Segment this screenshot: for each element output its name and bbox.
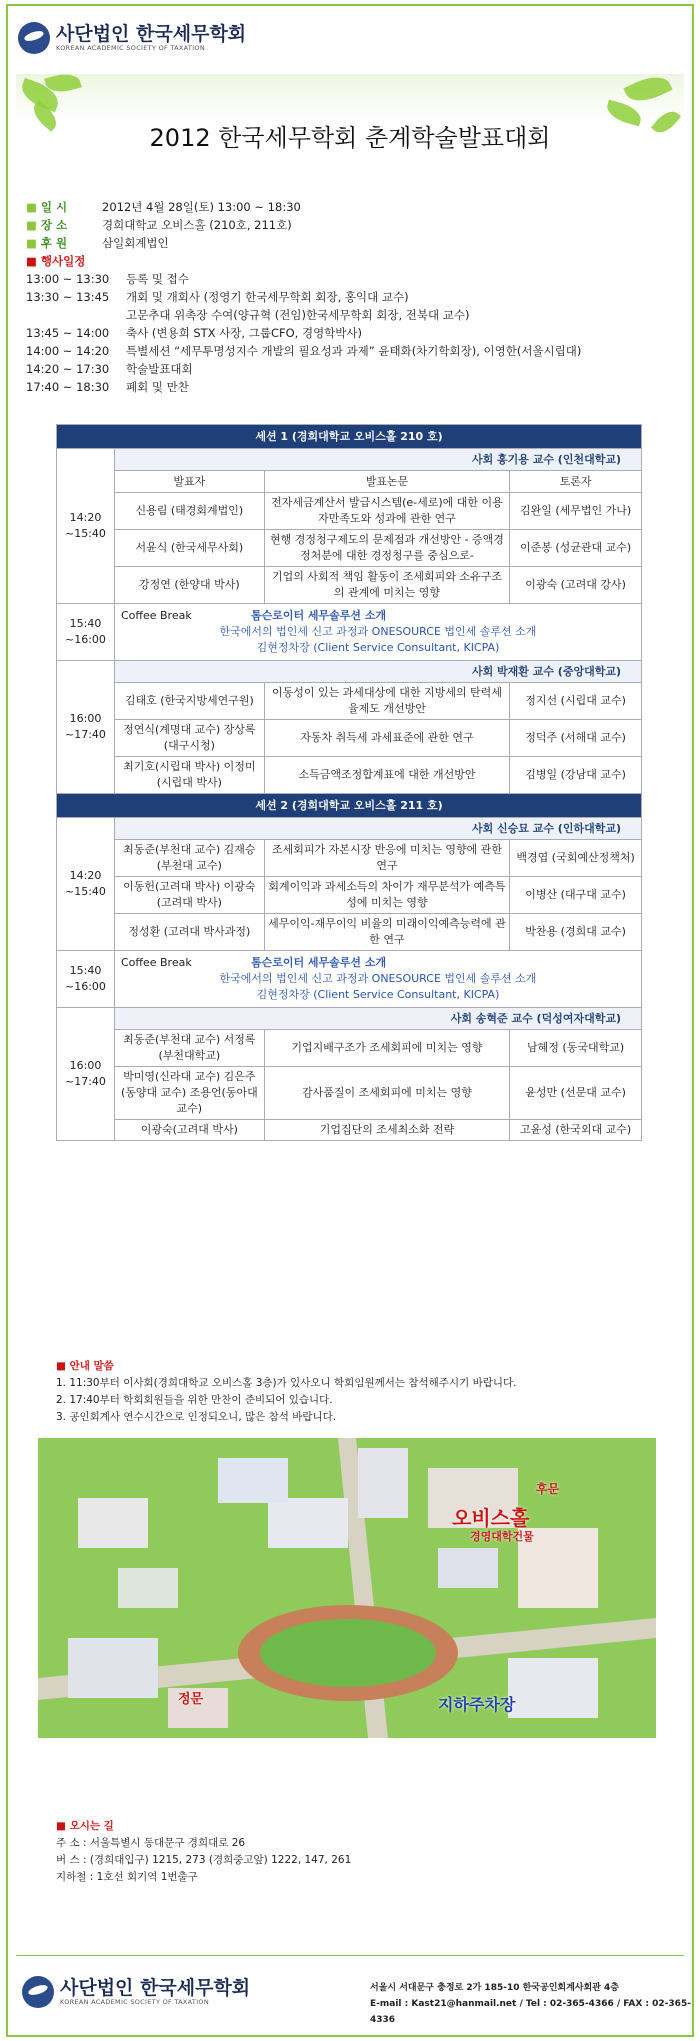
directions-line: 주 소 : 서울특별시 동대문구 경희대로 26 — [56, 1837, 246, 1849]
table-row: 최기호(시립대 박사) 이정미(시립대 박사) 소득금액조정합계표에 대한 개선방안 김병일 (강남대 교수) — [57, 757, 642, 794]
notice-section — [56, 1358, 516, 1426]
footer-address: 서울시 서대문구 충정로 2가 185-10 한국공인회계사회관 4층 — [370, 1983, 619, 1993]
schedule-heading: ■ 행사일정 — [26, 254, 86, 268]
map-label-hall-sub: 경영대학건물 — [470, 1530, 534, 1543]
event-info — [26, 198, 581, 396]
chair-row: 사회 신승묘 교수 (인하대학교) — [114, 818, 641, 840]
chair-row: 사회 송혁준 교수 (덕성여자대학교) — [114, 1008, 641, 1030]
break-title: 톰슨로이터 세무솔루션 소개 — [250, 609, 387, 622]
page-title: 2012 한국세무학회 춘계학술발표대회 — [149, 124, 551, 152]
table-row: 정연식(계명대 교수) 장상록(대구시청) 자동차 취득세 과세표준에 관한 연구 정덕주 (서해대 교수) — [57, 720, 642, 757]
footer-contact — [370, 1980, 700, 2028]
campus-map — [38, 1438, 656, 1738]
coffee-break-label: Coffee Break — [120, 609, 192, 622]
logo-english: KOREAN ACADEMIC SOCIETY OF TAXATION — [56, 44, 205, 52]
schedule-row: 17:40 ~ 18:30 폐회 및 만찬 — [26, 380, 189, 394]
map-label-parking: 지하주차장 — [438, 1695, 516, 1714]
chair-row: 사회 홍기용 교수 (인천대학교) — [114, 449, 641, 471]
table-row: 박미영(신라대 교수) 김은주(동양대 교수) 조용언(동아대 교수) 감사품질이 조세회피에 미치는 영향 윤성만 (선문대 교수) — [57, 1067, 642, 1120]
session-2-header: 세션 2 (경희대학교 오비스홀 211 호) — [57, 794, 642, 818]
break-presenter: 김현정차장 (Client Service Consultant, KICPA) — [256, 641, 500, 654]
directions-line: 지하철 : 1호선 회기역 1번출구 — [56, 1871, 198, 1883]
time-cell: 14:20 ~15:40 — [57, 449, 115, 604]
chair-row: 사회 박재환 교수 (중앙대학교) — [114, 661, 641, 683]
notice-item: 2. 17:40부터 학회회원들을 위한 만찬이 준비되어 있습니다. — [56, 1394, 333, 1406]
directions-line: 버 스 : (경희대입구) 1215, 273 (경희중고앞) 1222, 147, 261 — [56, 1854, 352, 1866]
time-cell: 15:40 ~16:00 — [57, 604, 115, 661]
program-table — [56, 424, 642, 1141]
table-row: 김태호 (한국지방세연구원) 이동성이 있는 과세대상에 대한 지방세의 탄력세율제도 개선방안 정지선 (시립대 교수) — [57, 683, 642, 720]
notice-item: 3. 공인회계사 연수시간으로 인정되오니, 많은 참석 바랍니다. — [56, 1411, 337, 1423]
notice-title: ■ 안내 말씀 — [56, 1360, 114, 1372]
table-row: 강정연 (한양대 박사) 기업의 사회적 책임 활동이 조세회피와 소유구조의 관계에 미치는 영향 이광숙 (고려대 강사) — [57, 567, 642, 604]
table-row: 최동준(부천대 교수) 김재승(부천대 교수) 조세회피가 자본시장 반응에 미치는 영향에 관한 연구 백경엽 (국회예산정책처) — [57, 840, 642, 877]
logo-korean: 사단법인 한국세무학회 — [56, 23, 247, 45]
column-header-paper: 발표논문 — [264, 471, 510, 493]
table-row: 신용림 (태경회계법인) 전자세금계산서 발급시스템(e-세로)에 대한 이용자만족도와 성과에 관한 연구 김완일 (세무법인 가나) — [57, 493, 642, 530]
time-cell: 16:00 ~17:40 — [57, 661, 115, 794]
footer-email-tel: E-mail : Kast21@hanmail.net / Tel : 02-365-4366 / FAX : 02-365-4336 — [370, 1999, 691, 2025]
society-emblem-icon — [18, 22, 50, 54]
break-title: 톰슨로이터 세무솔루션 소개 — [250, 956, 387, 969]
time-cell: 16:00 ~17:40 — [57, 1008, 115, 1141]
table-row: 서윤식 (한국세무사회) 현행 경정청구제도의 문제점과 개선방안 - 증액경정처분에 대한 경정청구를 중심으로- 이준봉 (성균관대 교수) — [57, 530, 642, 567]
schedule-row: 14:00 ~ 14:20 특별세션 “세무투명성지수 개발의 필요성과 과제” 윤태화(차기학회장), 이영한(서울시립대) — [26, 344, 582, 358]
schedule-row: 13:30 ~ 13:45 개회 및 개회사 (정영기 한국세무학회 회장, 홍익대 교수) — [26, 290, 409, 304]
break-presenter: 김현정차장 (Client Service Consultant, KICPA) — [256, 988, 500, 1001]
header-logo — [18, 22, 246, 54]
directions-section — [56, 1818, 351, 1886]
map-label-hall: 오비스홀 — [452, 1506, 530, 1530]
leaf-decoration-icon — [623, 70, 672, 109]
notice-item: 1. 11:30부터 이사회(경희대학교 오비스홀 3층)가 있사오니 학회임원께서는 참석해주시기 바랍니다. — [56, 1377, 517, 1389]
time-cell: 14:20 ~15:40 — [57, 818, 115, 951]
table-row: 최동준(부천대 교수) 서정록(부천대학교) 기업지배구조가 조세회피에 미치는 영향 남혜정 (동국대학교) — [57, 1030, 642, 1067]
schedule-row: 고문추대 위촉장 수여(양규혁 (전임)한국세무학회 회장, 전북대 교수) — [126, 308, 470, 322]
info-row: ■ 후 원 삼일회계법인 — [26, 236, 169, 250]
break-description: 한국에서의 법인세 신고 과정과 ONESOURCE 법인세 솔루션 소개 — [219, 972, 537, 985]
break-description: 한국에서의 법인세 신고 과정과 ONESOURCE 법인세 솔루션 소개 — [219, 625, 537, 638]
session-1-header: 세션 1 (경희대학교 오비스홀 210 호) — [57, 425, 642, 449]
time-cell: 15:40 ~16:00 — [57, 951, 115, 1008]
footer-divider — [16, 1955, 684, 1956]
society-emblem-icon — [22, 1976, 54, 2008]
info-row: ■ 일 시 2012년 4월 28일(토) 13:00 ~ 18:30 — [26, 200, 301, 214]
column-header-presenter: 발표자 — [114, 471, 264, 493]
coffee-break-cell — [114, 951, 641, 1008]
coffee-break-label: Coffee Break — [120, 956, 192, 969]
schedule-row: 14:20 ~ 17:30 학술발표대회 — [26, 362, 193, 376]
table-row: 정성환 (고려대 박사과정) 세무이익-재무이익 비율의 미래이익예측능력에 관한 연구 박찬용 (경희대 교수) — [57, 914, 642, 951]
info-row: ■ 장 소 경희대학교 오비스홀 (210호, 211호) — [26, 218, 292, 232]
column-header-discussant: 토론자 — [510, 471, 642, 493]
logo-english: KOREAN ACADEMIC SOCIETY OF TAXATION — [60, 1998, 209, 2006]
campus-map-illustration — [38, 1438, 656, 1738]
map-label-back-gate: 후문 — [536, 1482, 560, 1496]
table-row: 이광숙(고려대 박사) 기업집단의 조세최소화 전략 고윤성 (한국외대 교수) — [57, 1120, 642, 1141]
coffee-break-cell — [114, 604, 641, 661]
schedule-row: 13:00 ~ 13:30 등록 및 접수 — [26, 272, 189, 286]
table-row: 이동헌(고려대 박사) 이광숙(고려대 박사) 회계이익과 과세소득의 차이가 재무분석가 예측특성에 미치는 영향 이병산 (대구대 교수) — [57, 877, 642, 914]
footer-logo — [22, 1976, 250, 2008]
schedule-row: 13:45 ~ 14:00 축사 (변용희 STX 사장, 그룹CFO, 경영학박사) — [26, 326, 362, 340]
logo-korean: 사단법인 한국세무학회 — [60, 1977, 251, 1999]
directions-title: ■ 오시는 길 — [56, 1820, 114, 1832]
map-label-main-gate: 정문 — [178, 1692, 204, 1707]
